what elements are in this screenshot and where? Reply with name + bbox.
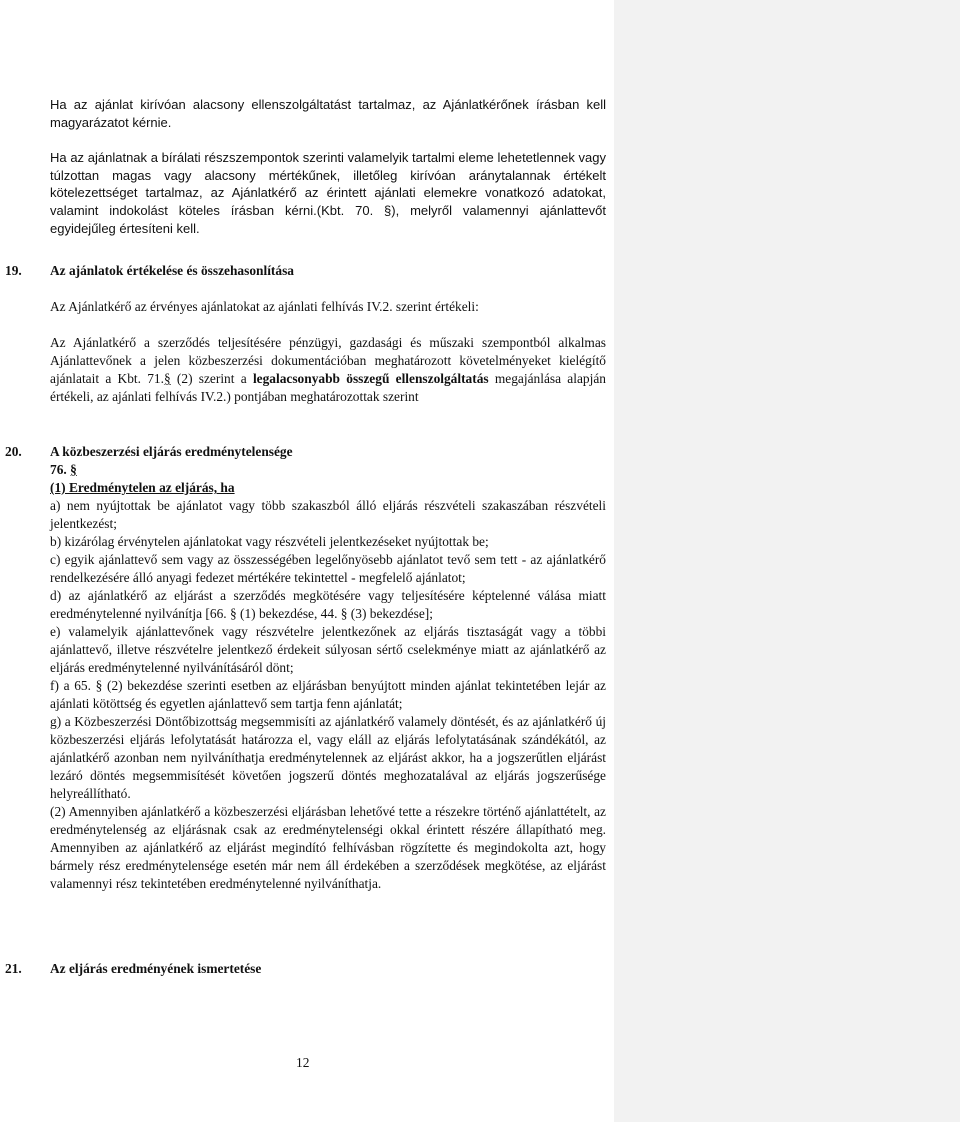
section-19-body bbox=[50, 298, 606, 406]
item-f: f) a 65. § (2) bekezdése szerinti esetben az eljárásban benyújtott minden ajánlat tekintetében lejár az ajánlati kötöttség és egyetlen ajánlattevő sem tartja fenn ajánlatát; bbox=[50, 678, 606, 711]
comment-margin bbox=[614, 0, 960, 1122]
text-run: (2) szerint a bbox=[170, 371, 253, 386]
section-21-title: Az eljárás eredményének ismertetése bbox=[50, 961, 262, 976]
section-19-number: 19. bbox=[5, 263, 22, 278]
paragraph-lehetetlen: Ha az ajánlatnak a bírálati részszempontok szerinti valamelyik tartalmi eleme lehetetlennek vagy túlzottan magas vagy alacsony mértékűnek, illetőleg kirívóan aránytalannak értékelt kötelezettséget tartalmaz, az Ajánlatkérő az érintett ajánlati elemekre vonatkozó adatokat, valamint indokolást köteles írásban kérni.(Kbt. 70. §), melyről valamennyi ajánlattevőt egyidejűleg értesíteni kell. bbox=[50, 150, 606, 236]
page-number: 12 bbox=[296, 1055, 310, 1070]
paragraph-kirivoan: Ha az ajánlat kirívóan alacsony ellenszolgáltatást tartalmaz, az Ajánlatkérőnek írásban kell magyarázatot kérnie. bbox=[50, 97, 606, 130]
section-20-title: A közbeszerzési eljárás eredménytelensége bbox=[50, 444, 293, 459]
item-g: g) a Közbeszerzési Döntőbizottság megsemmisíti az ajánlatkérő valamely döntését, és az ajánlatkérő új közbeszerzési eljárás lefolytatását határozza el, vagy eláll az eljárás lefolytatásának szándékától, az ajánlatkérő azonban nem nyilváníthatja eredménytelennek az eljárást akkor, ha a jogszerűtlen eljárást lezáró döntés megsemmisítését követően jogszerű döntés meghozatalával az eljárás jogszerűsége helyreállítható. bbox=[50, 714, 606, 801]
item-d: d) az ajánlatkérő az eljárást a szerződés megkötésére vagy teljesítésére képtelenné válása miatt eredménytelenné nyilvánítja [66. § (1) bekezdése, 44. § (3) bekezdése]; bbox=[50, 588, 606, 621]
section-sign: § bbox=[163, 371, 171, 386]
text-run: megajánlása alapján értékeli, az ajánlati felhívás IV.2.) pontjában meghatározottak szerint bbox=[50, 371, 606, 404]
text-run: Az Ajánlatkérő a szerződés teljesítésére pénzügyi, gazdasági és műszaki szempontból alkalmas Ajánlattevőnek a jelen közbeszerzési dokumentációban meghatározott követelményeket kielégítő ajánlatait a Kbt. 71. bbox=[50, 335, 606, 386]
section-20-number: 20. bbox=[5, 444, 22, 459]
section-19-title: Az ajánlatok értékelése és összehasonlítása bbox=[50, 263, 294, 278]
section-19-paragraph-2 bbox=[50, 334, 606, 406]
item-e: e) valamelyik ajánlattevőnek vagy részvételre jelentkezőnek az eljárás tisztaságát vagy a többi ajánlattevő, illetve részvételre jelentkező érdekeit súlyosan sértő cselekménye miatt az ajánlatkérő az eljárás eredménytelenné nyilvánításáról dönt; bbox=[50, 624, 606, 675]
bold-criterion: legalacsonyabb összegű ellenszolgáltatás bbox=[252, 371, 489, 386]
subsection-2: (2) Amennyiben ajánlatkérő a közbeszerzési eljárásban lehetővé tette a részekre történő ajánlattételt, az eredménytelenség az eljárásnak csak az eredménytelenségi okkal érintett részére állapítható meg. Amennyiben az ajánlatkérő az eljárást megindító felhívásban rögzítette és megindokolta azt, hogy bármely rész eredménytelensége esetén már nem áll érdekében a szerződések megkötése, az eljárást valamennyi rész tekintetében eredménytelenné nyilváníthatja. bbox=[50, 804, 606, 891]
item-a: a) nem nyújtottak be ajánlatot vagy több szakaszból álló eljárás részvételi szakaszában részvételi jelentkezést; bbox=[50, 498, 606, 531]
section-19-paragraph-1: Az Ajánlatkérő az érvényes ajánlatokat az ajánlati felhívás IV.2. szerint értékeli: bbox=[50, 299, 479, 314]
section-20-body bbox=[50, 461, 606, 893]
subsection-1-heading: (1) Eredménytelen az eljárás, ha bbox=[50, 480, 235, 495]
law-ref-number: 76. bbox=[50, 462, 71, 477]
intro-block bbox=[50, 96, 606, 237]
section-sign: § bbox=[70, 462, 77, 477]
law-reference bbox=[50, 461, 606, 479]
item-c: c) egyik ajánlattevő sem vagy az összességében legelőnyösebb ajánlatot tevő sem tett - az ajánlatkérő rendelkezésére álló anyagi fedezet mértékére tekintettel - megfelelő ajánlatot; bbox=[50, 552, 606, 585]
section-21-number: 21. bbox=[5, 961, 22, 976]
item-b: b) kizárólag érvénytelen ajánlatokat vagy részvételi jelentkezéseket nyújtottak be; bbox=[50, 534, 489, 549]
